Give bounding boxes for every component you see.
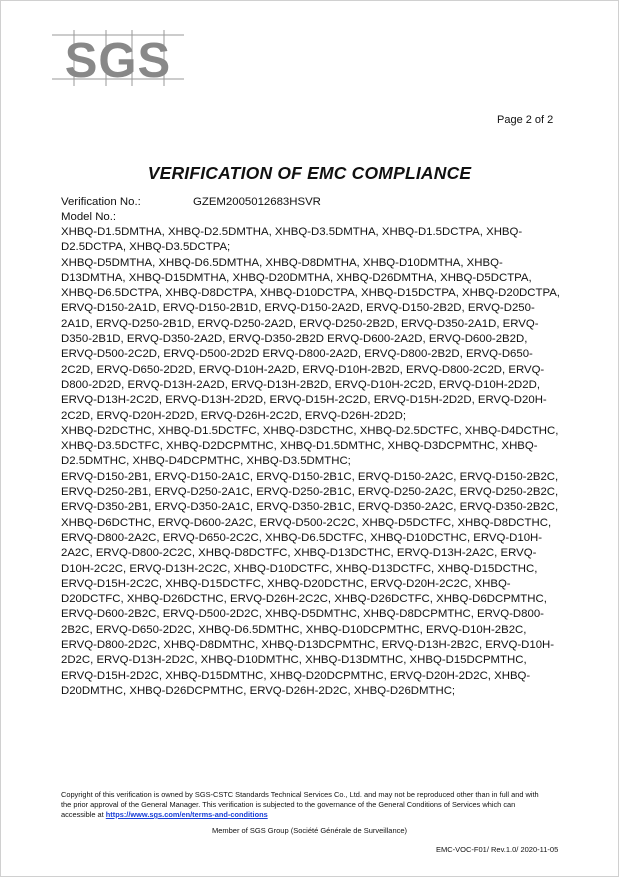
- model-paragraph: XHBQ-D1.5DMTHA, XHBQ-D2.5DMTHA, XHBQ-D3.5DMTHA, XHBQ-D1.5DCTPA, XHBQ-D2.5DCTPA, XHBQ-D3.5DCTPA;: [61, 226, 523, 254]
- model-paragraph: XHBQ-D2DCTHC, XHBQ-D1.5DCTFC, XHBQ-D3DCTHC, XHBQ-D2.5DCTFC, XHBQ-D4DCTHC, XHBQ-D3.5DCTFC, XHBQ-D2DCPMTHC, XHBQ-D1.5DMTHC, XHBQ-D3DCPMTHC, XHBQ-D2.5DMTHC, XHBQ-D4DCPMTHC, XHBQ-D3.5DMTHC;: [61, 424, 559, 468]
- model-list: [61, 225, 561, 699]
- verification-label: Verification No.:: [61, 196, 141, 208]
- copyright-notice: [61, 790, 541, 820]
- member-note: Member of SGS Group (Société Générale de Surveillance): [211, 826, 408, 835]
- verification-number: GZEM2005012683HSVR: [193, 196, 321, 208]
- model-paragraph: ERVQ-D150-2B1, ERVQ-D150-2A1C, ERVQ-D150-2B1C, ERVQ-D150-2A2C, ERVQ-D150-2B2C, ERVQ-D250-2B1, ERVQ-D250-2A1C, ERVQ-D250-2B1C, ERVQ-D250-2A2C, ERVQ-D250-2B2C, ERVQ-D350-2B1, ERVQ-D350-2A1C, ERVQ-D350-2B1C, ERVQ-D350-2A2C, ERVQ-D350-2B2C, XHBQ-D6DCTHC, ERVQ-D600-2A2C, ERVQ-D500-2C2C, XHBQ-D5DCTFC, XHBQ-D8DCTHC, ERVQ-D800-2A2C, ERVQ-D650-2C2C, XHBQ-D6.5DCTFC, XHBQ-D10DCTHC, ERVQ-D10H-2A2C, ERVQ-D800-2C2C, XHBQ-D8DCTFC, XHBQ-D13DCTHC, ERVQ-D13H-2A2C, ERVQ-D10H-2C2C, ERVQ-D13H-2C2C, XHBQ-D10DCTFC, XHBQ-D13DCTFC, XHBQ-D15DCTHC, ERVQ-D15H-2C2C, XHBQ-D15DCTFC, XHBQ-D20DCTHC, ERVQ-D20H-2C2C, XHBQ-D20DCTFC, XHBQ-D26DCTHC, ERVQ-D26H-2C2C, XHBQ-D26DCTFC, XHBQ-D6DCPMTHC, ERVQ-D600-2B2C, ERVQ-D500-2D2C, XHBQ-D5DMTHC, XHBQ-D8DCPMTHC, ERVQ-D800-2B2C, ERVQ-D650-2D2C, XHBQ-D6.5DMTHC, XHBQ-D10DCPMTHC, ERVQ-D10H-2B2C, ERVQ-D800-2D2C, XHBQ-D8DMTHC, XHBQ-D13DCPMTHC, ERVQ-D13H-2B2C, ERVQ-D10H-2D2C, ERVQ-D13H-2D2C, XHBQ-D10DMTHC, XHBQ-D13DMTHC, XHBQ-D15DCPMTHC, ERVQ-D15H-2D2C, XHBQ-D15DMTHC, XHBQ-D20DCPMTHC, ERVQ-D20H-2D2C, XHBQ-D20DMTHC, XHBQ-D26DCPMTHC, ERVQ-D26H-2D2C, XHBQ-D26DMTHC;: [61, 470, 559, 697]
- page-number: Page 2 of 2: [497, 114, 554, 126]
- terms-link[interactable]: https://www.sgs.com/en/terms-and-conditions: [105, 810, 268, 819]
- form-code: EMC-VOC-F01/ Rev.1.0/ 2020-11-05: [436, 845, 559, 854]
- logo-text: SGS: [64, 34, 172, 86]
- model-paragraph: XHBQ-D5DMTHA, XHBQ-D6.5DMTHA, XHBQ-D8DMTHA, XHBQ-D10DMTHA, XHBQ-D13DMTHA, XHBQ-D15DMTHA, XHBQ-D20DMTHA, XHBQ-D26DMTHA, XHBQ-D5DCTPA, XHBQ-D6.5DCTPA, XHBQ-D8DCTPA, XHBQ-D10DCTPA, XHBQ-D15DCTPA, XHBQ-D20DCTPA, ERVQ-D150-2A1D, ERVQ-D150-2B1D, ERVQ-D150-2A2D, ERVQ-D150-2B2D, ERVQ-D250-2A1D, ERVQ-D250-2B1D, ERVQ-D250-2A2D, ERVQ-D250-2B2D, ERVQ-D350-2A1D, ERVQ-D350-2B1D, ERVQ-D350-2A2D, ERVQ-D350-2B2D ERVQ-D600-2A2D, ERVQ-D600-2B2D, ERVQ-D500-2C2D, ERVQ-D500-2D2D ERVQ-D800-2A2D, ERVQ-D800-2B2D, ERVQ-D650-2C2D, ERVQ-D650-2D2D, ERVQ-D10H-2A2D, ERVQ-D10H-2B2D, ERVQ-D800-2C2D, ERVQ-D800-2D2D, ERVQ-D13H-2A2D, ERVQ-D13H-2B2D, ERVQ-D10H-2C2D, ERVQ-D10H-2D2D, ERVQ-D13H-2C2D, ERVQ-D13H-2D2D, ERVQ-D15H-2C2D, ERVQ-D15H-2D2D, ERVQ-D20H-2C2D, ERVQ-D20H-2D2D, ERVQ-D26H-2C2D, ERVQ-D26H-2D2D;: [61, 256, 560, 422]
- document-title: VERIFICATION OF EMC COMPLIANCE: [147, 163, 472, 183]
- sgs-logo: [52, 30, 184, 86]
- model-label: Model No.:: [61, 211, 117, 223]
- copyright-text: Copyright of this verification is owned by SGS-CSTC Standards Technical Services Co., Ltd. and may not be reproduced other than in full and with the prior approval of the General Manager. This verification is subjected to the governance of the General Conditions of Services which can accessible at: [61, 790, 539, 819]
